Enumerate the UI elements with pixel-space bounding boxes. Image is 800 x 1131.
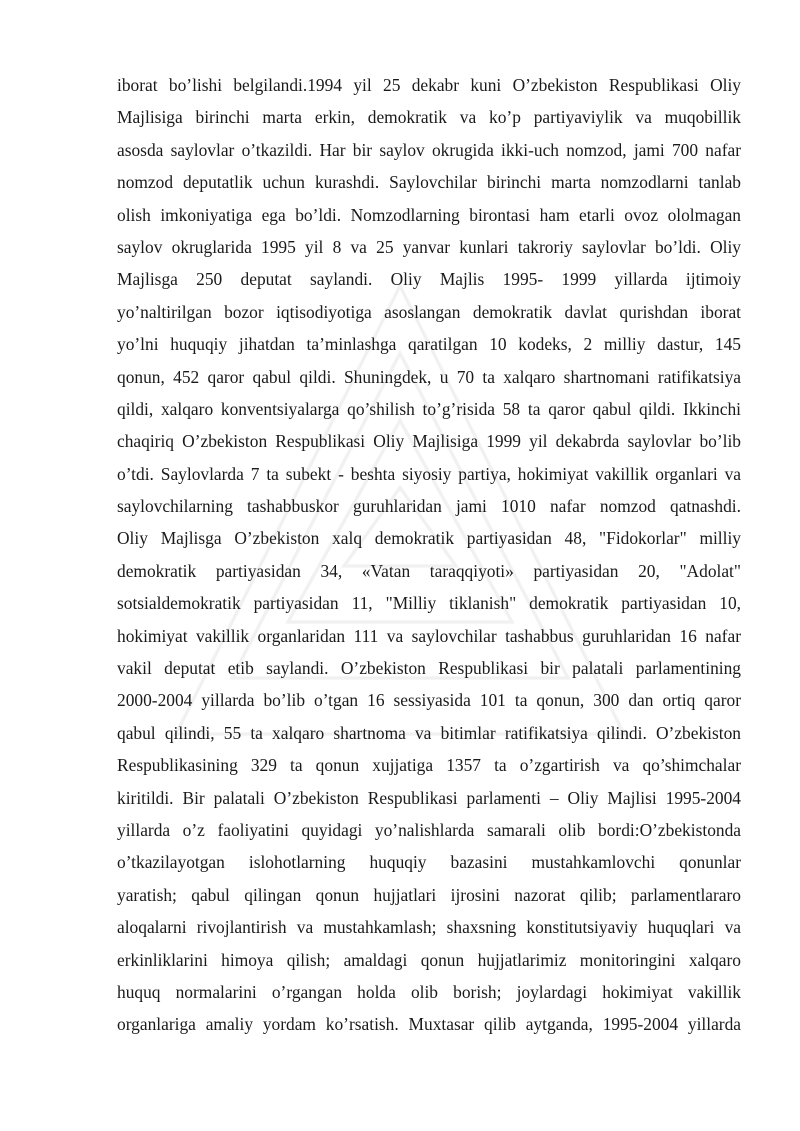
- text-line: yillarda o’z faoliyatini quyidagi yo’nalishlarda samarali olib bordi:O’zbekistonda: [117, 819, 741, 840]
- text-line: sotsialdemokratik partiyasidan 11, "Milliy tiklanish" demokratik partiyasidan 10,: [117, 593, 741, 614]
- text-line: saylovchilarning tashabbuskor guruhlaridan jami 1010 nafar nomzod qatnashdi.: [117, 496, 741, 517]
- text-line: vakil deputat etib saylandi. O’zbekiston Respublikasi bir palatali parlamentining: [117, 658, 741, 679]
- text-line: huquq normalarini o’rgangan holda olib borish; joylardagi hokimiyat vakillik: [117, 981, 741, 1002]
- text-line: yo’lni huquqiy jihatdan ta’minlashga qaratilgan 10 kodeks, 2 milliy dastur, 145: [117, 334, 741, 355]
- text-line: demokratik partiyasidan 34, «Vatan taraqqiyoti» partiyasidan 20, "Adolat": [117, 560, 741, 581]
- text-line: aloqalarni rivojlantirish va mustahkamlash; shaxsning konstitutsiyaviy huquqlari va: [117, 917, 741, 938]
- text-line: yaratish; qabul qilingan qonun hujjatlari ijrosini nazorat qilib; parlamentlararo: [117, 884, 741, 905]
- text-line: hokimiyat vakillik organlaridan 111 va saylovchilar tashabbus guruhlaridan 16 nafar: [117, 625, 741, 646]
- text-line: iborat bo’lishi belgilandi.1994 yil 25 dekabr kuni O’zbekiston Respublikasi Oliy: [117, 75, 741, 95]
- text-line: organlariga amaliy yordam ko’rsatish. Muxtasar qilib aytganda, 1995-2004 yillarda: [117, 1014, 741, 1035]
- text-line: nomzod deputatlik uchun kurashdi. Saylovchilar birinchi marta nomzodlarni tanlab: [117, 172, 741, 193]
- text-line: erkinliklarini himoya qilish; amaldagi qonun hujjatlarimiz monitoringini xalqaro: [117, 949, 741, 970]
- text-line: yo’naltirilgan bozor iqtisodiyotiga asoslangan demokratik davlat qurishdan iborat: [117, 301, 741, 322]
- text-line: 2000-2004 yillarda bo’lib o’tgan 16 sessiyasida 101 ta qonun, 300 dan ortiq qaror: [117, 690, 741, 711]
- text-line: asosda saylovlar o’tkazildi. Har bir saylov okrugida ikki-uch nomzod, jami 700 nafar: [117, 139, 741, 160]
- text-line: chaqiriq O’zbekiston Respublikasi Oliy Majlisiga 1999 yil dekabrda saylovlar bo’lib: [117, 431, 741, 452]
- text-line: Majlisiga birinchi marta erkin, demokratik va ko’p partiyaviylik va muqobillik: [117, 107, 741, 128]
- text-line: qildi, xalqaro konventsiyalarga qo’shilish to’g’risida 58 ta qaror qabul qildi. Ikkinchi: [117, 398, 741, 419]
- text-line: kiritildi. Bir palatali O’zbekiston Respublikasi parlamenti – Oliy Majlisi 1995-2004: [117, 787, 741, 808]
- text-line: qabul qilindi, 55 ta xalqaro shartnoma va bitimlar ratifikatsiya qilindi. O’zbekiston: [117, 722, 741, 743]
- text-line: Majlisga 250 deputat saylandi. Oliy Majlis 1995- 1999 yillarda ijtimoiy: [117, 269, 741, 290]
- text-line: Oliy Majlisga O’zbekiston xalq demokratik partiyasidan 48, "Fidokorlar" milliy: [117, 528, 741, 549]
- text-line: olish imkoniyatiga ega bo’ldi. Nomzodlarning birontasi ham etarli ovoz ololmagan: [117, 204, 741, 225]
- text-line: qonun, 452 qaror qabul qildi. Shuningdek, u 70 ta xalqaro shartnomani ratifikatsiya: [117, 366, 741, 387]
- text-line: saylov okruglarida 1995 yil 8 va 25 yanvar kunlari takroriy saylovlar bo’ldi. Oliy: [117, 236, 741, 257]
- text-line: o’tkazilayotgan islohotlarning huquqiy bazasini mustahkamlovchi qonunlar: [117, 852, 741, 873]
- text-line: o’tdi. Saylovlarda 7 ta subekt - beshta siyosiy partiya, hokimiyat vakillik organlari va: [117, 463, 741, 484]
- body-text: [117, 69, 741, 1041]
- text-line: Respublikasining 329 ta qonun xujjatiga 1357 ta o’zgartirish va qo’shimchalar: [117, 755, 741, 776]
